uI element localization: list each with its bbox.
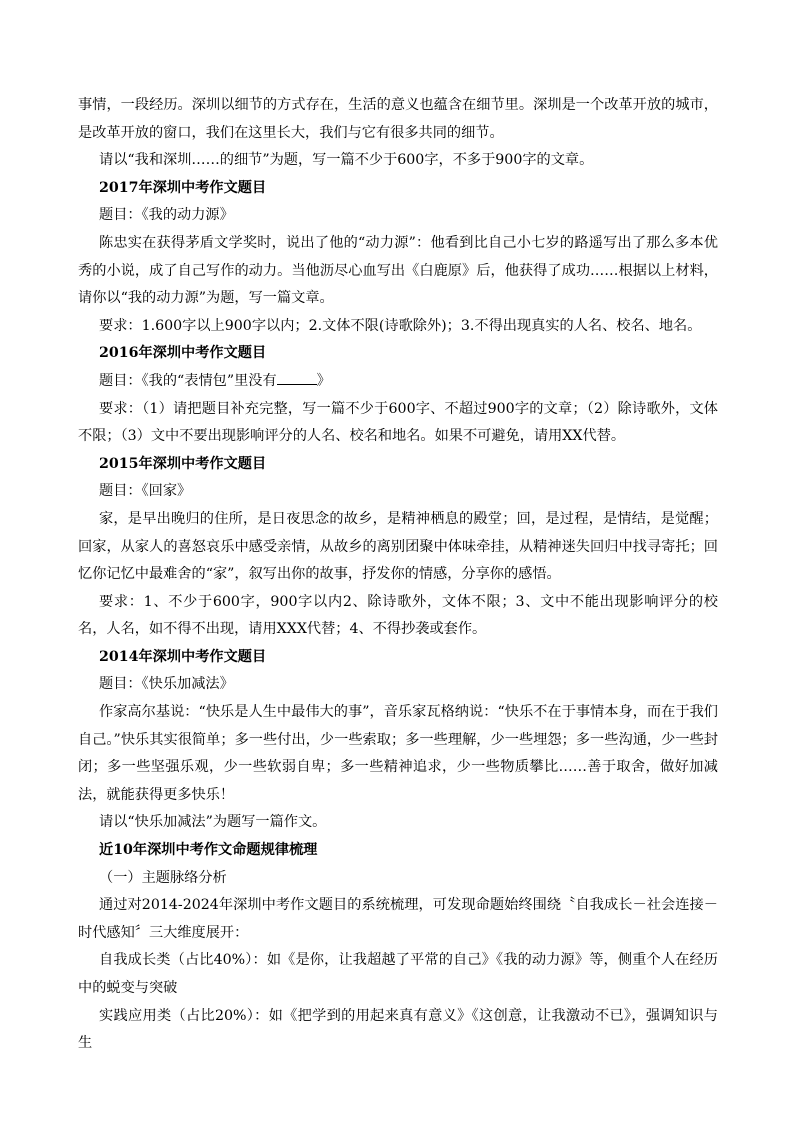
paragraph: 题目：《我的动力源》 — [99, 207, 234, 224]
paragraph: 题目：《快乐加减法》 — [99, 676, 234, 693]
paragraph: （一）主题脉络分析 — [99, 869, 227, 886]
paragraph: 要求：1、不少于600字，900字以内2、除诗歌外，文体不限；3、文中不能出现影响评分的校名，人名，如不得不出现，请用XXX代替；4、不得抄袭或套作。 — [78, 593, 718, 638]
paragraph: 题目：《回家》 — [99, 483, 192, 500]
paragraph: 事情，一段经历。深圳以细节的方式存在，生活的意义也蕴含在细节里。深圳是一个改革开放的城市，是改革开放的窗口，我们在这里长大，我们与它有很多共同的细节。 — [78, 97, 718, 141]
section-heading-2015: 2015年深圳中考作文题目 — [99, 455, 267, 472]
paragraph — [78, 368, 718, 396]
document-body — [78, 92, 718, 1058]
paragraph: 要求：1.600字以上900字以内；2.文体不限(诗歌除外)；3.不得出现真实的人名、校名、地名。 — [99, 317, 702, 334]
paragraph: 请以“快乐加减法”为题写一篇作文。 — [99, 814, 327, 831]
paragraph: 作家高尔基说：“快乐是人生中最伟大的事”，音乐家瓦格纳说：“快乐不在于事情本身，而在于我们自己。”快乐其实很简单；多一些付出，少一些索取；多一些理解，少一些埋怨；多一些沟通，少一些封闭；多一些坚强乐观，少一些软弱自卑；多一些精神追求，少一些物质攀比……善于取舍，做好加减法，就能获得更多快乐！ — [78, 704, 718, 803]
section-heading-2016: 2016年深圳中考作文题目 — [99, 345, 267, 362]
section-heading-review: 近10年深圳中考作文命题规律梳理 — [99, 842, 318, 859]
paragraph-text: 题目：《我的“表情包”里没有 — [99, 372, 277, 389]
section-heading-2017: 2017年深圳中考作文题目 — [99, 179, 267, 196]
paragraph: 要求：（1）请把题目补充完整，写一篇不少于600字、不超过900字的文章；（2）除诗歌外，文体不限；（3）文中不要出现影响评分的人名、校名和地名。如果不可避免，请用XX代替。 — [78, 400, 718, 445]
paragraph: 实践应用类（占比20%）：如《把学到的用起来真有意义》《这创意，让我激动不已》，强调知识与生 — [78, 1007, 718, 1052]
paragraph: 通过对2014-2024年深圳中考作文题目的系统梳理，可发现命题始终围绕〝自我成长－社会连接－时代感知〞三大维度展开： — [78, 897, 718, 941]
section-heading-2014: 2014年深圳中考作文题目 — [99, 648, 267, 665]
paragraph: 请以“我和深圳……的细节”为题，写一篇不少于600字，不多于900字的文章。 — [99, 152, 594, 169]
paragraph: 陈忠实在获得茅盾文学奖时，说出了他的“动力源”：他看到比自己小七岁的路遥写出了那么多本优秀的小说，成了自己写作的动力。当他沥尽心血写出《白鹿原》后，他获得了成功……根据以上材料，请你以“我的动力源”为题，写一篇文章。 — [78, 234, 718, 307]
paragraph-text: 》 — [316, 372, 331, 389]
paragraph: 家，是早出晚归的住所，是日夜思念的故乡，是精神栖息的殿堂；回，是过程，是情结，是觉醒；回家，从家人的喜怒哀乐中感受亲情，从故乡的离别团聚中体味牵挂，从精神迷失回归中找寻寄托；回忆你记忆中最难舍的“家”，叙写出你的故事，抒发你的情感，分享你的感悟。 — [78, 510, 718, 583]
paragraph: 自我成长类（占比40%）：如《是你，让我超越了平常的自己》《我的动力源》等，侧重个人在经历中的蜕变与突破 — [78, 952, 718, 996]
fill-in-blank — [277, 370, 317, 385]
